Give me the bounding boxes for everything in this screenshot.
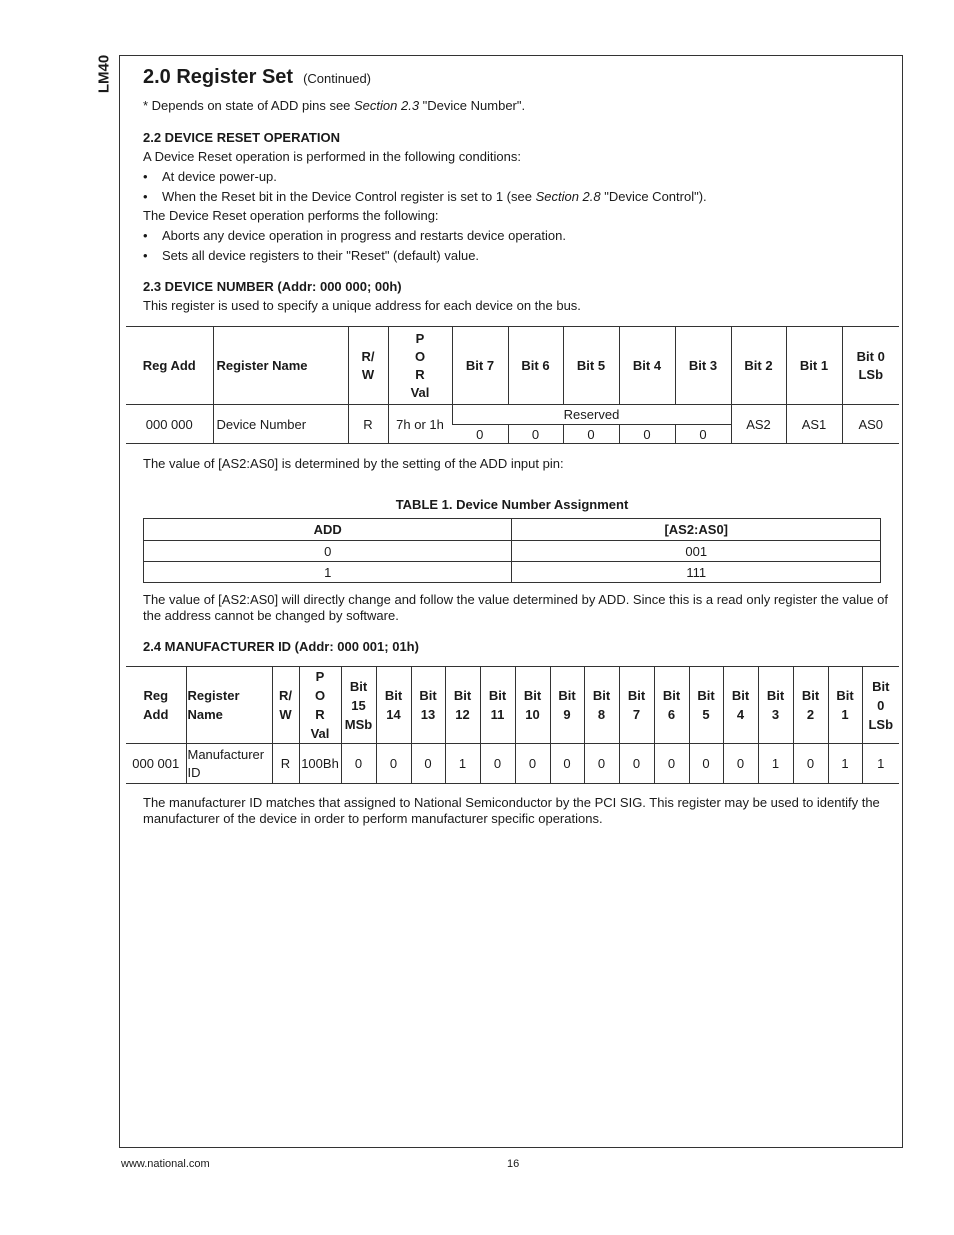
header-cell: Bit 8: [584, 667, 619, 744]
header-cell: Reg Add: [143, 688, 169, 722]
table-cell: 1: [758, 744, 793, 784]
heading-2-4: 2.4 MANUFACTURER ID (Addr: 000 001; 01h): [143, 639, 419, 654]
table-header-row: [126, 667, 899, 744]
header-cell: Bit 9: [550, 667, 584, 744]
reset-intro-2: The Device Reset operation performs the following:: [143, 208, 439, 223]
header-cell: Bit 10: [515, 667, 550, 744]
header-cell: [AS2:AS0]: [512, 519, 881, 541]
header-cell: Bit 1: [786, 327, 842, 405]
header-cell: Bit 0 LSb: [842, 327, 899, 405]
header-cell: Register Name: [213, 327, 348, 405]
table-cell: 0: [411, 744, 445, 784]
bullet-item: • Sets all device registers to their "Reset" (default) value.: [143, 248, 480, 263]
cell-as0: AS0: [842, 405, 899, 444]
header-cell: Register Name: [186, 667, 272, 744]
cell-register-name: Device Number: [213, 405, 348, 444]
header-cell: Bit 3: [675, 327, 731, 405]
header-cell: Bit 2: [793, 667, 828, 744]
header-cell: Bit 11: [480, 667, 515, 744]
footer-url[interactable]: www.national.com: [121, 1158, 210, 1170]
header-cell: Bit 5: [563, 327, 619, 405]
table-cell: 0: [376, 744, 411, 784]
header-cell: Bit 5: [689, 667, 723, 744]
table-cell: 0: [480, 744, 515, 784]
table-row: [144, 541, 881, 562]
table-cell: 1: [144, 562, 512, 583]
table-cell: R: [272, 744, 299, 784]
table-row: [144, 562, 881, 583]
table-caption: TABLE 1. Device Number Assignment: [395, 497, 629, 512]
device-number-intro: This register is used to specify a unique address for each device on the bus.: [143, 298, 581, 313]
section-link[interactable]: Section 2.3: [354, 98, 420, 113]
footnote: * Depends on state of ADD pins see Section 2.3 "Device Number".: [143, 98, 526, 113]
table-cell: 0: [654, 744, 689, 784]
reset-intro: A Device Reset operation is performed in the following conditions:: [143, 149, 521, 164]
header-cell: Bit 2: [731, 327, 786, 405]
header-cell: Bit 7: [619, 667, 654, 744]
cell-rw: R: [348, 405, 388, 444]
table-cell: 1: [445, 744, 480, 784]
header-cell: Bit 4: [619, 327, 675, 405]
as-value-note: The value of [AS2:AS0] is determined by the setting of the ADD input pin:: [143, 456, 564, 471]
bullet-item: • At device power-up.: [143, 169, 277, 184]
page-number: 16: [507, 1158, 520, 1170]
table-cell: 100Bh: [299, 744, 341, 784]
table-header-row: [144, 519, 881, 541]
title-continued: (Continued): [303, 71, 372, 86]
header-cell: Bit 13: [411, 667, 445, 744]
table-header-row: [126, 327, 899, 405]
table-cell: 0: [584, 744, 619, 784]
table-cell: 000 001: [126, 744, 186, 784]
heading-2-2: 2.2 DEVICE RESET OPERATION: [143, 130, 340, 145]
table-cell: 0: [341, 744, 376, 784]
table-cell: 0: [144, 541, 512, 562]
header-cell: ADD: [144, 519, 512, 541]
table-cell: 1: [828, 744, 862, 784]
header-cell: Bit 14: [376, 667, 411, 744]
bullet-item: • Aborts any device operation in progress and restarts device operation.: [143, 228, 566, 243]
device-number-table: [126, 326, 899, 444]
bit-cell: 0: [563, 425, 619, 444]
table-cell: 1: [862, 744, 899, 784]
cell-as2: AS2: [731, 405, 786, 444]
bit-cell: 0: [508, 425, 563, 444]
table-cell: 0: [689, 744, 723, 784]
header-cell: P O R Val: [299, 667, 341, 744]
bit-cell: 0: [675, 425, 731, 444]
cell-por: 7h or 1h: [388, 405, 452, 444]
header-cell: Bit 15 MSb: [341, 667, 376, 744]
cell-as1: AS1: [786, 405, 842, 444]
header-cell: Bit 7: [452, 327, 508, 405]
header-cell: R/ W: [348, 327, 388, 405]
table-cell: 0: [723, 744, 758, 784]
header-cell: Bit 4: [723, 667, 758, 744]
header-cell: P O R Val: [388, 327, 452, 405]
header-cell: Bit 6: [654, 667, 689, 744]
table-row: [126, 405, 899, 425]
side-tab: LM40: [95, 54, 113, 94]
header-cell: Reg Add: [142, 358, 196, 373]
bullet-item: • When the Reset bit in the Device Control register is set to 1 (see Section 2.8 "Device Control").: [143, 189, 707, 204]
cell-reg-add: 000 000: [126, 405, 213, 444]
as-change-paragraph: The value of [AS2:AS0] will directly change and follow the value determined by ADD. Since this is a read only register the value of the address cannot be changed by software.: [143, 592, 889, 623]
table-row: [126, 744, 899, 784]
section-title-row: [143, 66, 371, 89]
header-cell: R/ W: [272, 667, 299, 744]
table-cell: 001: [512, 541, 881, 562]
table-cell: 0: [550, 744, 584, 784]
table-cell: 111: [512, 562, 881, 583]
manufacturer-id-paragraph: The manufacturer ID matches that assigned to National Semiconductor by the PCI SIG. This register may be used to identify the manufacturer of the device in order to perform manufacturer specific operations.: [143, 795, 880, 826]
manufacturer-id-table: [126, 666, 899, 784]
section-link[interactable]: Section 2.8: [535, 189, 601, 204]
header-cell: Bit 6: [508, 327, 563, 405]
cell-reserved: Reserved: [452, 405, 731, 425]
table-cell: 0: [515, 744, 550, 784]
header-cell: Bit 1: [828, 667, 862, 744]
header-cell: Bit 3: [758, 667, 793, 744]
page-title: 2.0 Register Set: [143, 66, 294, 88]
heading-2-3: 2.3 DEVICE NUMBER (Addr: 000 000; 00h): [143, 279, 402, 294]
device-number-assignment-table: [143, 518, 881, 583]
table-cell: Manufacturer ID: [186, 744, 272, 784]
header-cell: Bit 12: [445, 667, 480, 744]
bit-cell: 0: [452, 425, 508, 444]
bit-cell: 0: [619, 425, 675, 444]
header-cell: Bit 0 LSb: [862, 667, 899, 744]
table-cell: 0: [793, 744, 828, 784]
table-cell: 0: [619, 744, 654, 784]
